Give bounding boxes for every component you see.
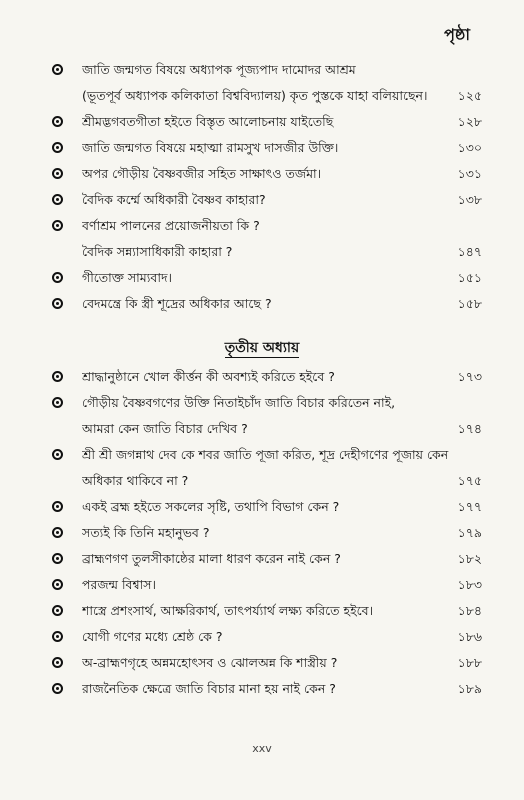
- item-text: বৈদিক সন্ন্যাসাধিকারী কাহারা ?: [82, 244, 233, 259]
- bullet-icon: [52, 194, 63, 205]
- list-item: [52, 265, 482, 291]
- item-text: ব্রাহ্মণগণ তুলসীকাষ্ঠের মালা ধারণ করেন নাই কেন ?: [82, 551, 341, 566]
- list-item: [52, 291, 482, 317]
- item-page: ১৭৪: [457, 421, 482, 436]
- item-page: ১৪৭: [457, 244, 482, 259]
- list-item: [52, 213, 482, 239]
- list-item: [52, 390, 482, 416]
- bullet-icon: [52, 397, 63, 408]
- bullet-icon: [52, 298, 63, 309]
- item-page: ১৮৪: [457, 603, 482, 618]
- item-page: ১৮২: [457, 551, 482, 566]
- list-item: [52, 442, 482, 468]
- list-item: [52, 187, 482, 213]
- bullet-icon: [52, 631, 63, 642]
- item-page: ১৮৮: [457, 655, 482, 670]
- bullet-icon: [52, 371, 63, 382]
- item-text: রাজনৈতিক ক্ষেত্রে জাতি বিচার মানা হয় নাই কেন ?: [82, 681, 336, 696]
- bullet-icon: [52, 501, 63, 512]
- bullet-icon: [52, 168, 63, 179]
- item-page: ১৮৯: [457, 681, 482, 696]
- item-text: অধিকার থাকিবে না ?: [82, 473, 189, 488]
- list-item: [52, 135, 482, 161]
- item-text: শাস্ত্রে প্রশংসার্থ, আক্ষরিকার্থ, তাৎপর্য্যার্থ লক্ষ্য করিতে হইবে।: [82, 603, 374, 618]
- item-page: ১২৮: [457, 114, 482, 129]
- list-item: [52, 650, 482, 676]
- item-text: আমরা কেন জাতি বিচার দেখিব ?: [82, 421, 248, 436]
- item-page: ১৫৮: [457, 296, 482, 311]
- item-page: ১৩১: [457, 166, 482, 181]
- list-item: [52, 494, 482, 520]
- bullet-icon: [52, 449, 63, 460]
- item-text: গৌড়ীয় বৈষ্ণবগণের উক্তি নিতাইচাঁদ জাতি বিচার করিতেন নাই,: [82, 395, 396, 410]
- item-text: অপর গৌড়ীয় বৈষ্ণবজীর সহিত সাক্ষাৎও তর্জমা।: [82, 166, 322, 181]
- item-page: ১৩৮: [457, 192, 482, 207]
- item-page: ১৮৩: [457, 577, 482, 592]
- list-item: [52, 676, 482, 702]
- list-item: [52, 468, 482, 494]
- item-page: ১৮৬: [457, 629, 482, 644]
- bullet-icon: [52, 220, 63, 231]
- folio: xxv: [252, 742, 272, 755]
- item-page: ১৭৫: [457, 473, 482, 488]
- item-text: বর্ণাশ্রম পালনের প্রয়োজনীয়তা কি ?: [82, 218, 260, 233]
- list-item: [52, 83, 482, 109]
- list-item: [52, 364, 482, 390]
- chapter-2-list: [52, 57, 482, 317]
- bullet-icon: [52, 657, 63, 668]
- item-text: বেদমন্ত্রে কি স্ত্রী শূদ্রের অধিকার আছে ?: [82, 296, 272, 311]
- list-item: [52, 598, 482, 624]
- item-page: ১৭৩: [457, 369, 482, 384]
- bullet-icon: [52, 683, 63, 694]
- item-text: গীতোক্ত সাম্যবাদ।: [82, 270, 172, 285]
- list-item: [52, 109, 482, 135]
- item-text: যোগী গণের মধ্যে শ্রেষ্ঠ কে ?: [82, 629, 223, 644]
- item-text: একই ব্রহ্ম হইতে সকলের সৃষ্টি, তথাপি বিভাগ কেন ?: [82, 499, 340, 514]
- item-text: সত্যই কি তিনি মহানুভব ?: [82, 525, 210, 540]
- list-item: [52, 546, 482, 572]
- item-text: বৈদিক কর্ম্মে অধিকারী বৈষ্ণব কাহারা?: [82, 192, 266, 207]
- item-page: ১৭৭: [457, 499, 482, 514]
- bullet-icon: [52, 605, 63, 616]
- bullet-icon: [52, 272, 63, 283]
- item-text: শ্রী শ্রী জগন্নাথ দেব কে শবর জাতি পূজা করিত, শূদ্র দেহীগণের পূজায় কেন: [82, 447, 449, 462]
- bullet-icon: [52, 116, 63, 127]
- item-text: শ্রীমদ্ভগবতগীতা হইতে বিস্তৃত আলোচনায় যাইতেছি: [82, 114, 334, 129]
- item-text: জাতি জন্মগত বিষয়ে অধ্যাপক পূজ্যপাদ দামোদর আশ্রম: [82, 62, 356, 77]
- item-page: ১৩০: [457, 140, 482, 155]
- bullet-icon: [52, 579, 63, 590]
- item-page: ১৫১: [457, 270, 482, 285]
- bullet-icon: [52, 64, 63, 75]
- page-column-heading: পৃষ্ঠা: [444, 25, 470, 44]
- list-item: [52, 520, 482, 546]
- item-text: শ্রাদ্ধানুষ্ঠানে খোল কীর্ত্তন কী অবশ্যই করিতে হইবে ?: [82, 369, 335, 384]
- item-text: জাতি জন্মগত বিষয়ে মহাত্মা রামসুখ দাসজীর উক্তি।: [82, 140, 339, 155]
- list-item: [52, 161, 482, 187]
- item-text: অ-ব্রাহ্মণগৃহে অন্নমহোৎসব ও ঝোলঅন্ন কি শাস্ত্রীয় ?: [82, 655, 338, 670]
- chapter-3-list: [52, 364, 482, 702]
- item-text: পরজন্ম বিশ্বাস।: [82, 577, 156, 592]
- list-item: [52, 572, 482, 598]
- list-item: [52, 416, 482, 442]
- item-page: ১৭৯: [457, 525, 482, 540]
- list-item: [52, 624, 482, 650]
- bullet-icon: [52, 142, 63, 153]
- list-item: [52, 239, 482, 265]
- bullet-icon: [52, 553, 63, 564]
- bullet-icon: [52, 527, 63, 538]
- list-item: [52, 57, 482, 83]
- section-title: তৃতীয় অধ্যায়: [224, 340, 300, 356]
- item-page: ১২৫: [457, 88, 482, 103]
- item-text: (ভূতপূর্ব অধ্যাপক কলিকাতা বিশ্ববিদ্যালয়) কৃত পুস্তকে যাহা বলিয়াছেন।: [82, 88, 428, 103]
